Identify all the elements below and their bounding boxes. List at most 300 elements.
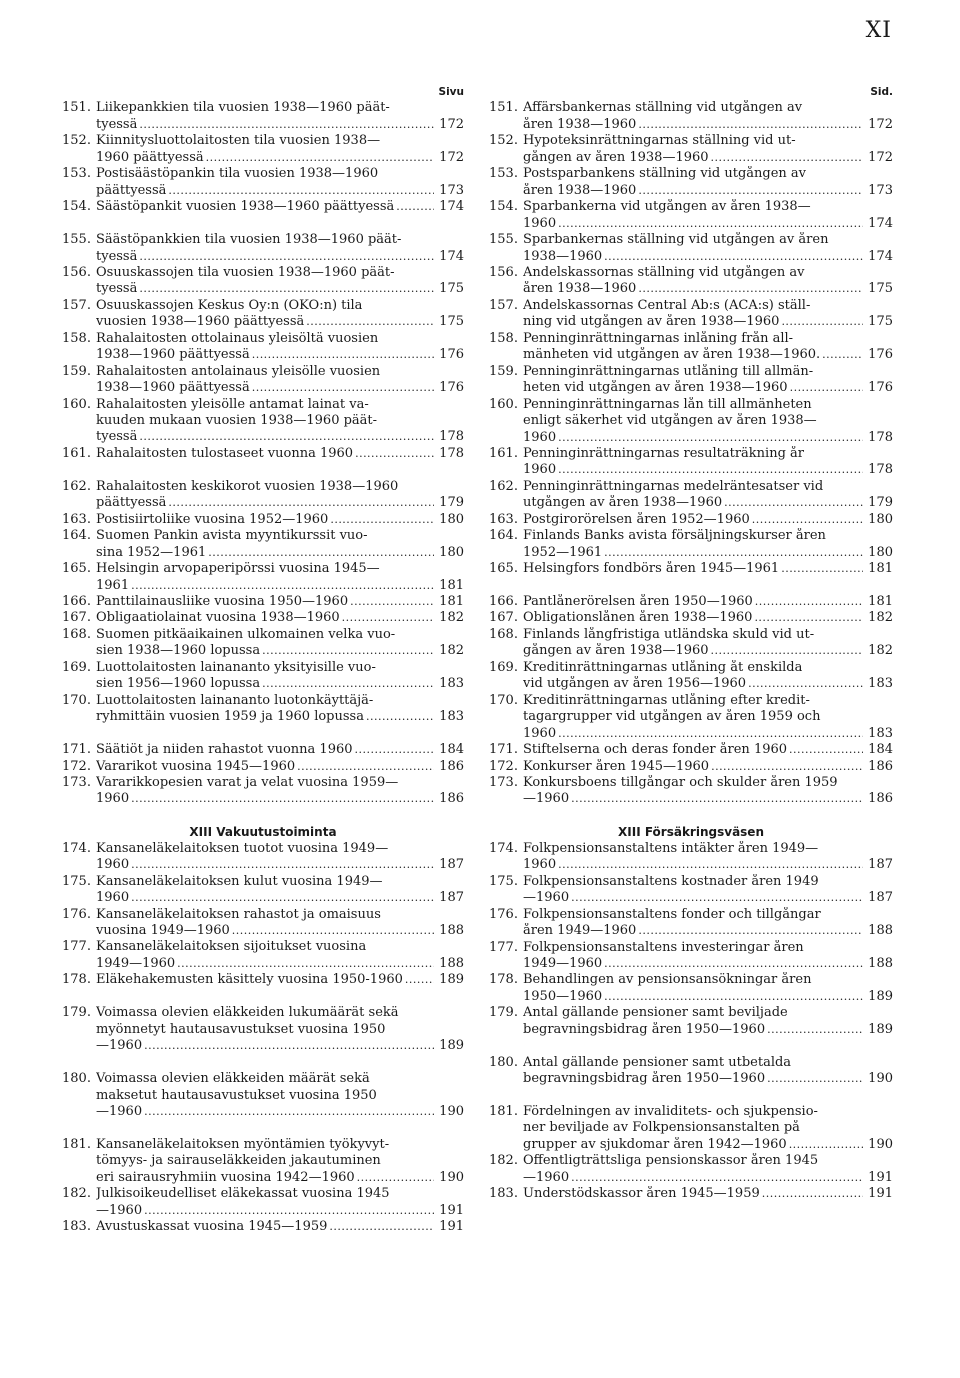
toc-entry: [489, 265, 893, 298]
entry-line: [96, 956, 464, 972]
entry-page-number: 174: [439, 199, 464, 215]
entry-line: Penninginrättningarnas lån till allmänheten: [523, 396, 812, 412]
entry-page-number: 174: [439, 248, 464, 264]
entry-line: [96, 1170, 464, 1186]
entry-line: [96, 1203, 464, 1219]
entry-number: 170.: [489, 692, 518, 708]
entry-number: 169.: [489, 659, 518, 675]
entry-page-number: 189: [868, 988, 893, 1004]
entry-page-number: 173: [439, 182, 464, 198]
entry-number: 181.: [62, 1136, 91, 1152]
toc-entry: [489, 1005, 893, 1038]
entry-title-text: Vararikot vuosina 1945—1960: [96, 758, 296, 774]
entry-title-text: päättyessä: [96, 182, 167, 198]
entry-number: 173.: [489, 775, 518, 790]
toc-column-finnish: [62, 84, 464, 1236]
entry-line: [523, 594, 893, 610]
toc-entry: [489, 512, 893, 528]
entry-number: 154.: [62, 199, 91, 215]
leader-dots: [748, 676, 863, 692]
leader-dots: [350, 594, 434, 610]
toc-entry: [62, 1071, 464, 1120]
entry-number: 183.: [62, 1219, 91, 1235]
entry-title-text: tyessä: [96, 429, 138, 445]
entry-page-number: 178: [868, 462, 893, 478]
entry-line: Suomen Pankin avista myyntikurssit vuo-: [96, 528, 368, 544]
entry-line: Offentligträttsliga pensionskassor åren 1945: [523, 1153, 819, 1169]
entry-line: Penninginrättningarnas inlåning från all-: [523, 330, 794, 346]
toc-entry: [62, 972, 464, 988]
entry-page-number: 178: [439, 445, 464, 461]
leader-dots: [131, 857, 434, 873]
entry-title-text: 1960: [96, 857, 130, 873]
entry-line: Rahalaitosten yleisölle antamat lainat va-: [96, 396, 369, 412]
entry-number: 176.: [489, 906, 518, 922]
entry-title-text: Postgirorörelsen åren 1952—1960: [523, 511, 750, 527]
entry-title-text: vuosina 1949—1960: [96, 923, 230, 939]
entry-page-number: 178: [868, 429, 893, 445]
leader-dots: [558, 430, 863, 446]
entry-line: [96, 380, 464, 396]
leader-dots: [262, 643, 434, 659]
leader-dots: [752, 512, 863, 528]
entry-line: ner beviljade av Folkpensionsanstalten på: [523, 1120, 800, 1136]
entry-page-number: 184: [868, 742, 893, 758]
entry-number: 162.: [62, 478, 91, 494]
entry-page-number: 190: [868, 1136, 893, 1152]
entry-line: [96, 347, 464, 363]
entry-number: 167.: [62, 610, 91, 626]
entry-title-text: 1938—1960 päättyessä: [96, 380, 250, 396]
entry-line: Kansaneläkelaitoksen rahastot ja omaisuus: [96, 906, 381, 922]
leader-dots: [206, 150, 434, 166]
entry-title-text: gången av åren 1938—1960: [523, 643, 709, 659]
toc-entry: [62, 627, 464, 660]
toc-entry: [62, 610, 464, 626]
entry-number: 176.: [62, 906, 91, 922]
toc-entry: [62, 331, 464, 364]
entry-number: 155.: [62, 232, 91, 248]
entry-number: 157.: [489, 297, 518, 313]
entry-line: Andelskassornas Central Ab:s (ACA:s) ställ-: [523, 297, 811, 313]
toc-entry: [62, 364, 464, 397]
entry-page-number: 188: [868, 923, 893, 939]
entry-line: tömyys- ja sairauseläkkeiden jakautuminen: [96, 1153, 381, 1169]
toc-entry: [489, 331, 893, 364]
entry-number: 174.: [62, 840, 91, 856]
entry-number: 152.: [62, 133, 91, 149]
entry-line: [96, 578, 464, 594]
entry-line: [523, 249, 893, 265]
entry-line: [523, 890, 893, 906]
entry-line: [523, 726, 893, 742]
entry-page-number: 186: [868, 791, 893, 807]
entry-line: [96, 791, 464, 807]
entry-line: [523, 1137, 893, 1153]
entry-number: 151.: [62, 100, 91, 116]
toc-entry: [62, 232, 464, 265]
entry-number: 168.: [62, 626, 91, 642]
entry-title-text: Säätiöt ja niiden rahastot vuonna 1960: [96, 742, 353, 758]
toc-entry: [62, 1186, 464, 1219]
spacer: [62, 808, 464, 824]
toc-entry: [489, 528, 893, 561]
leader-dots: [711, 150, 863, 166]
toc-entry: [62, 446, 464, 462]
page-column-header: Sid.: [870, 86, 893, 98]
entry-title-text: åren 1938—1960: [523, 116, 637, 132]
entry-number: 175.: [489, 873, 518, 889]
entry-line: [523, 956, 893, 972]
entry-title-text: 1938—1960: [523, 248, 603, 264]
spacer: [62, 1120, 464, 1136]
entry-number: 182.: [489, 1153, 518, 1169]
entry-line: [96, 429, 464, 445]
entry-page-number: 172: [868, 149, 893, 165]
leader-dots: [724, 495, 863, 511]
entry-number: 167.: [489, 610, 518, 626]
entry-title-text: 1960: [96, 890, 130, 906]
entry-line: Folkpensionsanstaltens intäkter åren 1949—: [523, 840, 819, 856]
entry-line: Sparbankerna vid utgången av åren 1938—: [523, 199, 811, 215]
entry-line: [523, 314, 893, 330]
toc-entry: [489, 1055, 893, 1088]
entry-page-number: 176: [439, 347, 464, 363]
entry-page-number: 175: [439, 281, 464, 297]
entry-page-number: 183: [439, 709, 464, 725]
entry-line: Luottolaitosten lainananto yksityisille vuo-: [96, 659, 376, 675]
entry-title-text: mänheten vid utgången av åren 1938—1960.: [523, 347, 821, 363]
toc-entry: [489, 446, 893, 479]
toc-entry: [489, 841, 893, 874]
entry-page-number: 176: [439, 380, 464, 396]
leader-dots: [711, 643, 863, 659]
entry-page-number: 180: [439, 511, 464, 527]
toc-entry: [62, 594, 464, 610]
entry-number: 161.: [489, 445, 518, 461]
toc-entry: [62, 759, 464, 775]
entry-number: 163.: [489, 511, 518, 527]
leader-dots: [144, 1038, 434, 1054]
leader-dots: [144, 1104, 434, 1120]
entry-line: Rahalaitosten ottolainaus yleisöltä vuosien: [96, 330, 379, 346]
toc-entry: [489, 166, 893, 199]
entry-title-text: Stiftelserna och deras fonder åren 1960: [523, 742, 788, 758]
entry-title-text: Eläkehakemusten käsittely vuosina 1950-1960: [96, 972, 403, 988]
leader-dots: [711, 759, 863, 775]
entry-number: 177.: [489, 939, 518, 955]
entry-line: [523, 512, 893, 528]
entry-page-number: 182: [868, 610, 893, 626]
toc-entry: [489, 874, 893, 907]
entry-page-number: 181: [439, 594, 464, 609]
entry-title-text: 1961: [96, 577, 130, 593]
leader-dots: [366, 709, 434, 725]
toc-entry: [489, 693, 893, 742]
entry-line: enligt säkerhet vid utgången av åren 1938—: [523, 413, 817, 429]
entry-line: [96, 890, 464, 906]
toc-entry: [489, 972, 893, 1005]
entry-line: [523, 742, 893, 758]
entry-line: [523, 989, 893, 1005]
entry-title-text: Obligaatiolainat vuosina 1938—1960: [96, 610, 340, 626]
entry-number: 160.: [489, 396, 518, 412]
entry-number: 180.: [62, 1071, 91, 1087]
leader-dots: [252, 380, 434, 396]
entry-line: [96, 610, 464, 626]
leader-dots: [604, 989, 863, 1005]
entry-line: Vararikkopesien varat ja velat vuosina 1959—: [96, 774, 399, 790]
entry-line: [96, 676, 464, 692]
entry-title-text: åren 1938—1960: [523, 182, 637, 198]
entry-line: Kansaneläkelaitoksen kulut vuosina 1949—: [96, 873, 383, 889]
entry-title-text: begravningsbidrag åren 1950—1960: [523, 1021, 766, 1037]
leader-dots: [329, 1219, 434, 1235]
entry-line: [523, 1186, 893, 1202]
leader-dots: [262, 676, 434, 692]
entry-line: Voimassa olevien eläkkeiden määrät sekä: [96, 1071, 370, 1087]
entry-line: Finlands långfristiga utländska skuld vid ut-: [523, 626, 815, 642]
entry-line: [523, 1022, 893, 1038]
leader-dots: [571, 791, 863, 807]
leader-dots: [297, 759, 434, 775]
entry-line: [523, 545, 893, 561]
entry-title-text: 1960 päättyessä: [96, 149, 204, 165]
entry-line: [96, 643, 464, 659]
entry-line: [96, 512, 464, 528]
entry-title-text: 1938—1960 päättyessä: [96, 347, 250, 363]
leader-dots: [638, 281, 863, 297]
entry-line: [523, 1170, 893, 1186]
entry-number: 178.: [62, 972, 91, 988]
entry-number: 155.: [489, 232, 518, 248]
entry-page-number: 189: [439, 972, 464, 988]
toc-entry: [489, 100, 893, 133]
entry-page-number: 191: [439, 1219, 464, 1235]
entry-number: 157.: [62, 297, 91, 313]
leader-dots: [330, 512, 434, 528]
entry-line: [96, 1038, 464, 1054]
entry-title-text: utgången av åren 1938—1960: [523, 495, 723, 511]
entry-line: [523, 347, 893, 363]
leader-dots: [767, 1071, 863, 1087]
entry-line: Fördelningen av invaliditets- och sjukpensio-: [523, 1104, 818, 1119]
entry-number: 172.: [62, 758, 91, 774]
entry-number: 165.: [62, 561, 91, 577]
entry-line: Kansaneläkelaitoksen sijoitukset vuosina: [96, 939, 367, 955]
entry-line: Julkisoikeudelliset eläkekassat vuosina 1945: [96, 1186, 390, 1202]
toc-entry: [62, 939, 464, 972]
toc-column-swedish: [489, 84, 893, 1203]
spacer: [62, 462, 464, 478]
toc-entry: [62, 199, 464, 215]
entry-page-number: 172: [439, 116, 464, 132]
entry-line: Osuuskassojen Keskus Oy:n (OKO:n) tila: [96, 297, 363, 313]
toc-entry: [62, 561, 464, 594]
toc-entry: [489, 940, 893, 973]
entry-title-text: 1950—1960: [523, 988, 603, 1004]
entry-title-text: —1960: [523, 791, 570, 807]
toc-entry: [489, 742, 893, 758]
toc-entry: [489, 1186, 893, 1202]
spacer: [62, 216, 464, 232]
leader-dots: [139, 281, 434, 297]
toc-entry: [489, 1153, 893, 1186]
toc-entry: [62, 660, 464, 693]
toc-entry: [62, 100, 464, 133]
entry-line: [96, 923, 464, 939]
entry-page-number: 182: [439, 610, 464, 626]
leader-dots: [558, 726, 863, 742]
spacer: [62, 726, 464, 742]
toc-entry: [489, 610, 893, 626]
toc-entry: [489, 627, 893, 660]
leader-dots: [252, 347, 434, 363]
entry-title-text: 1960: [523, 857, 557, 873]
spacer: [62, 989, 464, 1005]
entry-line: Folkpensionsanstaltens investeringar åren: [523, 939, 804, 955]
entry-line: [96, 709, 464, 725]
leader-dots: [558, 857, 863, 873]
entry-line: Luottolaitosten lainananto luotonkäyttäjä-: [96, 692, 374, 708]
entry-title-text: sina 1952—1961: [96, 544, 207, 560]
entry-line: maksetut hautausavustukset vuosina 1950: [96, 1087, 377, 1103]
leader-dots: [789, 1137, 863, 1153]
entry-page-number: 174: [868, 248, 893, 264]
entry-title-text: —1960: [96, 1202, 143, 1218]
entry-title-text: Obligationslånen åren 1938—1960: [523, 610, 753, 626]
toc-entry: [62, 512, 464, 528]
entry-line: Liikepankkien tila vuosien 1938—1960 päät-: [96, 100, 390, 116]
leader-dots: [822, 347, 863, 363]
entry-number: 162.: [489, 478, 518, 494]
entry-line: tagargrupper vid utgången av åren 1959 och: [523, 709, 821, 725]
entry-page-number: 189: [868, 1021, 893, 1037]
entry-number: 179.: [489, 1005, 518, 1021]
section-heading: XIII Försäkringsväsen: [618, 825, 764, 840]
entry-line: [523, 676, 893, 692]
entry-number: 181.: [489, 1104, 518, 1119]
entry-title-text: begravningsbidrag åren 1950—1960: [523, 1071, 766, 1087]
entry-number: 153.: [62, 166, 91, 182]
entry-page-number: 175: [868, 314, 893, 330]
entry-line: [96, 249, 464, 265]
entry-line: Rahalaitosten antolainaus yleisölle vuosien: [96, 363, 381, 379]
toc-entry: [62, 1005, 464, 1054]
toc-entry: [489, 479, 893, 512]
entry-page-number: 183: [868, 676, 893, 692]
entry-number: 180.: [489, 1054, 518, 1070]
entry-number: 169.: [62, 659, 91, 675]
leader-dots: [355, 742, 434, 758]
toc-entry: [489, 775, 893, 808]
entry-title-text: 1960: [523, 429, 557, 445]
leader-dots: [139, 117, 434, 133]
entry-number: 170.: [62, 692, 91, 708]
entry-page-number: 184: [439, 742, 464, 758]
leader-dots: [781, 314, 863, 330]
entry-line: Osuuskassojen tila vuosien 1938—1960 päät-: [96, 264, 395, 280]
leader-dots: [638, 923, 863, 939]
entry-title-text: 1960: [523, 725, 557, 741]
entry-page-number: 190: [439, 1103, 464, 1119]
entry-line: [523, 281, 893, 297]
entry-page-number: 178: [439, 429, 464, 445]
entry-page-number: 191: [868, 1169, 893, 1185]
spacer: [62, 1055, 464, 1071]
leader-dots: [168, 183, 434, 199]
entry-page-number: 179: [868, 495, 893, 511]
entry-title-text: Säästöpankit vuosien 1938—1960 päättyessä: [96, 199, 395, 215]
toc-entry: [62, 528, 464, 561]
toc-entry: [489, 397, 893, 446]
entry-line: [523, 430, 893, 446]
toc-entry: [62, 1137, 464, 1186]
entry-number: 166.: [489, 594, 518, 610]
entry-line: [96, 495, 464, 511]
entry-page-number: 181: [868, 561, 893, 577]
toc-entry: [489, 133, 893, 166]
entry-title-text: 1960: [523, 215, 557, 231]
entry-number: 158.: [62, 330, 91, 346]
leader-dots: [638, 183, 863, 199]
entry-line: [523, 462, 893, 478]
entry-line: [96, 857, 464, 873]
leader-dots: [405, 972, 434, 988]
entry-number: 182.: [62, 1186, 91, 1202]
entry-line: [96, 117, 464, 133]
toc-entry: [62, 133, 464, 166]
entry-line: myönnetyt hautausavustukset vuosina 1950: [96, 1021, 386, 1037]
entry-line: Konkursboens tillgångar och skulder åren 1959: [523, 775, 838, 790]
entry-line: [523, 117, 893, 133]
entry-page-number: 182: [439, 643, 464, 659]
entry-title-text: Konkurser åren 1945—1960: [523, 758, 710, 774]
entry-page-number: 188: [439, 923, 464, 939]
leader-dots: [789, 742, 863, 758]
entry-title-text: —1960: [96, 1103, 143, 1119]
entry-line: [96, 759, 464, 775]
entry-page-number: 186: [439, 791, 464, 807]
entry-line: [96, 972, 464, 988]
entry-title-text: åren 1938—1960: [523, 281, 637, 297]
leader-dots: [306, 314, 434, 330]
entry-title-text: tyessä: [96, 281, 138, 297]
toc-entry: [62, 775, 464, 808]
entry-number: 159.: [489, 363, 518, 379]
entry-page-number: 186: [439, 758, 464, 774]
entry-line: Helsingin arvopaperipörssi vuosina 1945—: [96, 561, 380, 577]
entry-title-text: —1960: [523, 890, 570, 906]
entry-title-text: sien 1956—1960 lopussa: [96, 676, 261, 692]
entry-title-text: päättyessä: [96, 495, 167, 511]
leader-dots: [638, 117, 863, 133]
entry-title-text: tyessä: [96, 116, 138, 132]
entry-title-text: vuosien 1938—1960 päättyessä: [96, 314, 305, 330]
entry-title-text: —1960: [96, 1038, 143, 1054]
leader-dots: [558, 216, 863, 232]
toc-entry: [489, 199, 893, 232]
entry-number: 178.: [489, 972, 518, 988]
leader-dots: [754, 610, 863, 626]
entry-line: Kiinnitysluottolaitosten tila vuosien 1938—: [96, 133, 381, 149]
entry-page-number: 181: [868, 594, 893, 610]
entry-page-number: 176: [868, 380, 893, 396]
spacer: [489, 1088, 893, 1104]
entry-line: Suomen pitkäaikainen ulkomainen velka vuo-: [96, 626, 396, 642]
spacer: [489, 808, 893, 824]
entry-line: [96, 281, 464, 297]
